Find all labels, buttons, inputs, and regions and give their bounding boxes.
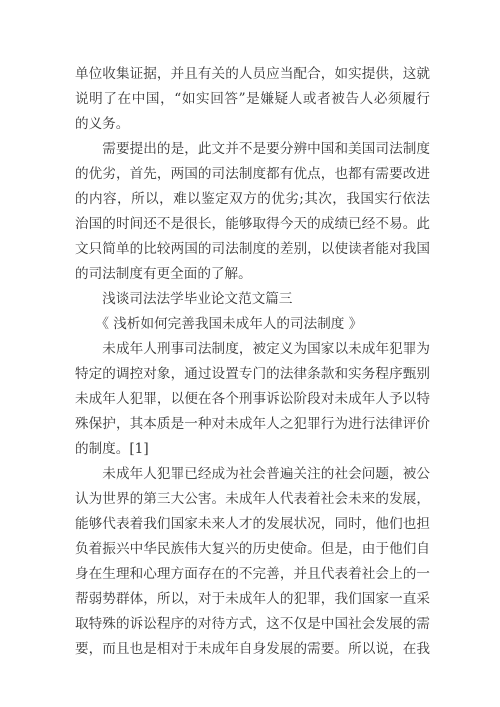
text-line: 的制度。[1]	[75, 441, 149, 457]
text-line: 治国的时间还不是很长，能够取得今天的成绩已经不易。此	[75, 216, 430, 232]
text-line: 未成年人犯罪已经成为社会普遍关注的社会问题，被公	[75, 466, 430, 482]
text-line: 单位收集证据，并且有关的人员应当配合，如实提供，这就	[75, 66, 430, 82]
text-line: 文只简单的比较两国的司法制度的差别，以使读者能对我国	[75, 241, 430, 257]
text-line: 的优劣，首先，两国的司法制度都有优点，也都有需要改进	[75, 166, 430, 182]
text-line: 取特殊的诉讼程序的对待方式，这不仅是中国社会发展的需	[75, 616, 430, 632]
text-line: 的义务。	[75, 116, 130, 132]
text-line: 说明了在中国，“如实回答”是嫌疑人或者被告人必须履行	[75, 91, 430, 107]
text-line: 需要提出的是，此文并不是要分辨中国和美国司法制度	[75, 141, 430, 157]
text-line: 负着振兴中华民族伟大复兴的历史使命。但是，由于他们自	[75, 541, 430, 557]
text-line: 身在生理和心理方面存在的不完善，并且代表着社会上的一	[75, 566, 430, 582]
text-line: 未成年人刑事司法制度，被定义为国家以未成年犯罪为	[75, 341, 430, 357]
text-line: 的司法制度有更全面的了解。	[75, 266, 252, 282]
text-line: 帮弱势群体，所以，对于未成年人的犯罪，我们国家一直采	[75, 591, 430, 607]
text-line: 特定的调控对象，通过设置专门的法律条款和实务程序甄别	[75, 366, 430, 382]
text-line: 能够代表着我们国家未来人才的发展状况，同时，他们也担	[75, 516, 430, 532]
text-line: 殊保护，其本质是一种对未成年人之犯罪行为进行法律评价	[75, 416, 430, 432]
text-line: 未成年人犯罪，以便在各个刑事诉讼阶段对未成年人予以特	[75, 391, 430, 407]
text-line: 认为世界的第三大公害。未成年人代表着社会未来的发展，	[75, 491, 430, 507]
section-heading: 浅谈司法法学毕业论文范文篇三	[75, 291, 293, 307]
text-line: 的内容，所以，难以鉴定双方的优劣;其次，我国实行依法	[75, 191, 430, 207]
article-title: 《 浅析如何完善我国未成年人的司法制度 》	[75, 316, 363, 332]
text-line: 要，而且也是相对于未成年自身发展的需要。所以说，在我	[75, 641, 430, 657]
